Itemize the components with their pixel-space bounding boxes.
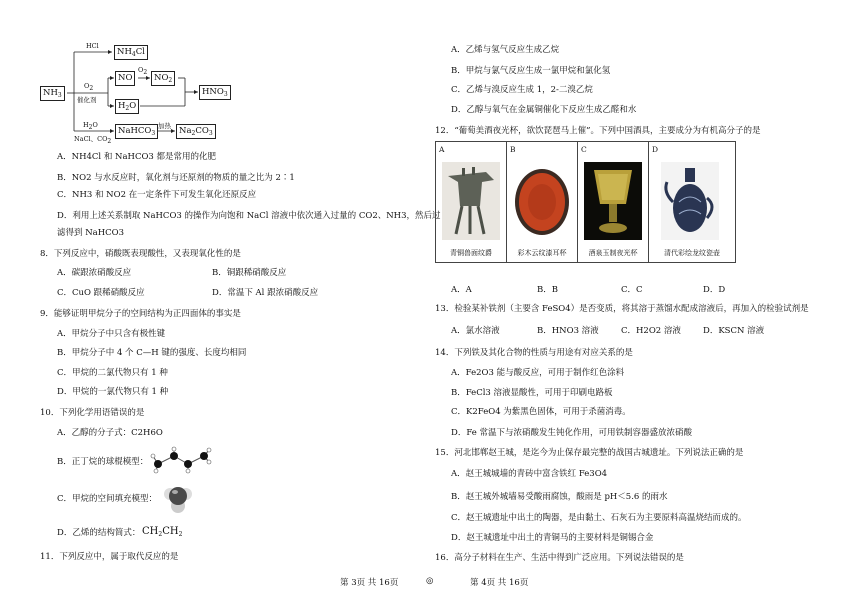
- hno3-box: $HNO_3$: [199, 85, 231, 100]
- q7-option-d-cont: 滤得到 NaHCO3: [57, 228, 125, 238]
- o2-label: $O_2$: [138, 66, 148, 76]
- nh3-box: $NH_3$: [40, 86, 65, 101]
- q10-stem: 10．下列化学用语错误的是: [40, 408, 145, 418]
- hcl-label: HCl: [86, 42, 99, 50]
- vessel-c-label: C: [581, 145, 587, 154]
- q15-option-b: B．赵王城外城墙易受酸雨腐蚀，酸雨是 pH＜5.6 的雨水: [451, 492, 668, 502]
- q14-option-c: C．K2FeO4 为紫黑色固体，可用于杀菌消毒。: [451, 407, 631, 417]
- q8-option-d: D．常温下 Al 跟浓硝酸反应: [212, 288, 319, 298]
- q12-stem: 12．“葡萄美酒夜光杯，欲饮琵琶马上催”。下列中国酒具，主要成分为有机高分子的是: [435, 126, 761, 136]
- q8-option-c: C．CuO 跟稀硝酸反应: [57, 288, 145, 298]
- q13-stem: 13．检验某补铁剂（主要含 FeSO4）是否变质，将其溶于蒸馏水配成溶液后，再加入的检验试剂是: [435, 304, 809, 314]
- q10-option-b: B．正丁烷的球棍模型：: [57, 457, 149, 467]
- o2-condition-label: $O_2$: [84, 82, 94, 92]
- q14-option-a: A．Fe2O3 能与酸反应，可用于制作红色涂料: [451, 368, 625, 378]
- q9-stem: 9．能够证明甲烷分子的空间结构为正四面体的事实是: [40, 309, 241, 319]
- q11-option-b: B．甲烷与氯气反应生成一氯甲烷和氯化氢: [451, 66, 611, 76]
- vessel-d-label: D: [652, 145, 659, 154]
- q13-option-b: B．HNO3 溶液: [537, 326, 599, 336]
- q8-option-b: B．铜跟稀硝酸反应: [212, 268, 287, 278]
- q12-answer-a: A．A: [451, 285, 472, 295]
- page-number-left: 第 3页 共 16页: [340, 578, 399, 588]
- q13-option-d: D．KSCN 溶液: [703, 326, 765, 336]
- vessel-b-label: B: [510, 145, 516, 154]
- q15-stem: 15．河北邯郸赵王城，是迄今为止保存最完整的战国古城遗址。下列说法正确的是: [435, 448, 744, 458]
- page-separator: ◎: [426, 576, 434, 586]
- ethylene-formula: $CH_2CH_2$: [142, 526, 183, 538]
- q10-option-c: C．甲烷的空间填充模型：: [57, 494, 158, 504]
- q7-option-d: D．利用上述关系制取 NaHCO3 的操作为向饱和 NaCl 溶液中依次通入过量的 CO2、NH3，然后过: [57, 211, 441, 221]
- porcelain-ewer-image: [661, 162, 719, 240]
- q7-option-c: C．NH3 和 NO2 在一定条件下可发生氧化还原反应: [57, 190, 257, 200]
- q15-option-d: D．赵王城遗址中出土的青铜马的主要材料是铜锡合金: [451, 533, 654, 543]
- heat-label: 加热: [158, 122, 171, 130]
- q16-stem: 16．高分子材料在生产、生活中得到广泛应用。下列说法错误的是: [435, 553, 684, 563]
- no-box: NO: [115, 71, 135, 86]
- q13-option-c: C．H2O2 溶液: [621, 326, 681, 336]
- q11-option-a: A．乙烯与氢气反应生成乙烷: [451, 45, 560, 55]
- catalyst-label: 催化剂: [77, 96, 97, 104]
- lacquer-cup-image: [513, 162, 571, 240]
- q11-option-d: D．乙醇与氧气在金属铜催化下反应生成乙醛和水: [451, 105, 637, 115]
- q12-answer-c: C．C: [621, 285, 643, 295]
- methane-space-filling-model: [162, 482, 194, 516]
- q10-option-d: D．乙烯的结构简式：: [57, 528, 141, 538]
- nacl-co2-label: NaCl、$CO_2$: [74, 135, 112, 145]
- q9-option-d: D．甲烷的一氯代物只有 1 种: [57, 387, 169, 397]
- q12-answer-d: D．D: [703, 285, 726, 295]
- q8-option-a: A．碳跟浓硝酸反应: [57, 268, 132, 278]
- nahco3-box: NaHCO$_3$: [115, 124, 158, 139]
- q13-option-a: A．氯水溶液: [451, 326, 500, 336]
- vessel-d-name: 清代彩绘龙纹瓷壶: [664, 249, 720, 257]
- q14-option-b: B．FeCl3 溶液显酸性，可用于印刷电路板: [451, 388, 613, 398]
- vessel-a-name: 青铜兽面纹爵: [450, 249, 492, 257]
- q15-option-c: C．赵王城遗址中出土的陶器，是由黏土、石灰石为主要原料高温烧结而成的。: [451, 513, 747, 523]
- q8-stem: 8．下列反应中，硝酸既表现酸性，又表现氧化性的是: [40, 249, 241, 259]
- bronze-jue-image: [442, 162, 500, 240]
- q15-option-a: A．赵王城城墙的青砖中富含铁红 Fe3O4: [451, 469, 608, 479]
- q11-option-c: C．乙烯与溴反应生成 1，2-二溴乙烷: [451, 85, 593, 95]
- q9-option-b: B．甲烷分子中 4 个 C—H 键的强度、长度均相同: [57, 348, 247, 358]
- q9-option-a: A．甲烷分子中只含有极性键: [57, 329, 166, 339]
- na2co3-box: $Na_2CO_3$: [176, 124, 216, 139]
- vessel-a-label: A: [439, 145, 445, 154]
- h2o-condition-label: $H_2O$: [83, 121, 98, 131]
- q7-option-b: B．NO2 与水反应时，氧化剂与还原剂的物质的量之比为 2∶1: [57, 173, 295, 183]
- q12-answer-b: B．B: [537, 285, 558, 295]
- q11-stem: 11．下列反应中，属于取代反应的是: [40, 552, 179, 562]
- jade-cup-image: [584, 162, 642, 240]
- q14-stem: 14．下列铁及其化合物的性质与用途有对应关系的是: [435, 348, 633, 358]
- q7-option-a: A．NH4Cl 和 NaHCO3 都是常用的化肥: [57, 152, 217, 162]
- vessel-c-name: 酒泉玉制夜光杯: [588, 249, 638, 257]
- wine-vessel-table: [435, 141, 736, 263]
- butane-ball-stick-model: [150, 446, 212, 474]
- q14-option-d: D．Fe 常温下与浓硝酸发生钝化作用，可用铁制容器盛放浓硝酸: [451, 428, 692, 438]
- page-number-right: 第 4页 共 16页: [470, 578, 529, 588]
- no2-box: $NO_2$: [151, 71, 175, 86]
- nh4cl-box: $NH_4Cl$: [114, 45, 148, 60]
- q9-option-c: C．甲烷的二氯代物只有 1 种: [57, 368, 168, 378]
- q10-option-a: A．乙醇的分子式：C2H6O: [57, 428, 163, 438]
- vessel-b-name: 彩木云纹漆耳杯: [517, 249, 567, 257]
- h2o-box: $H_2O$: [115, 99, 139, 114]
